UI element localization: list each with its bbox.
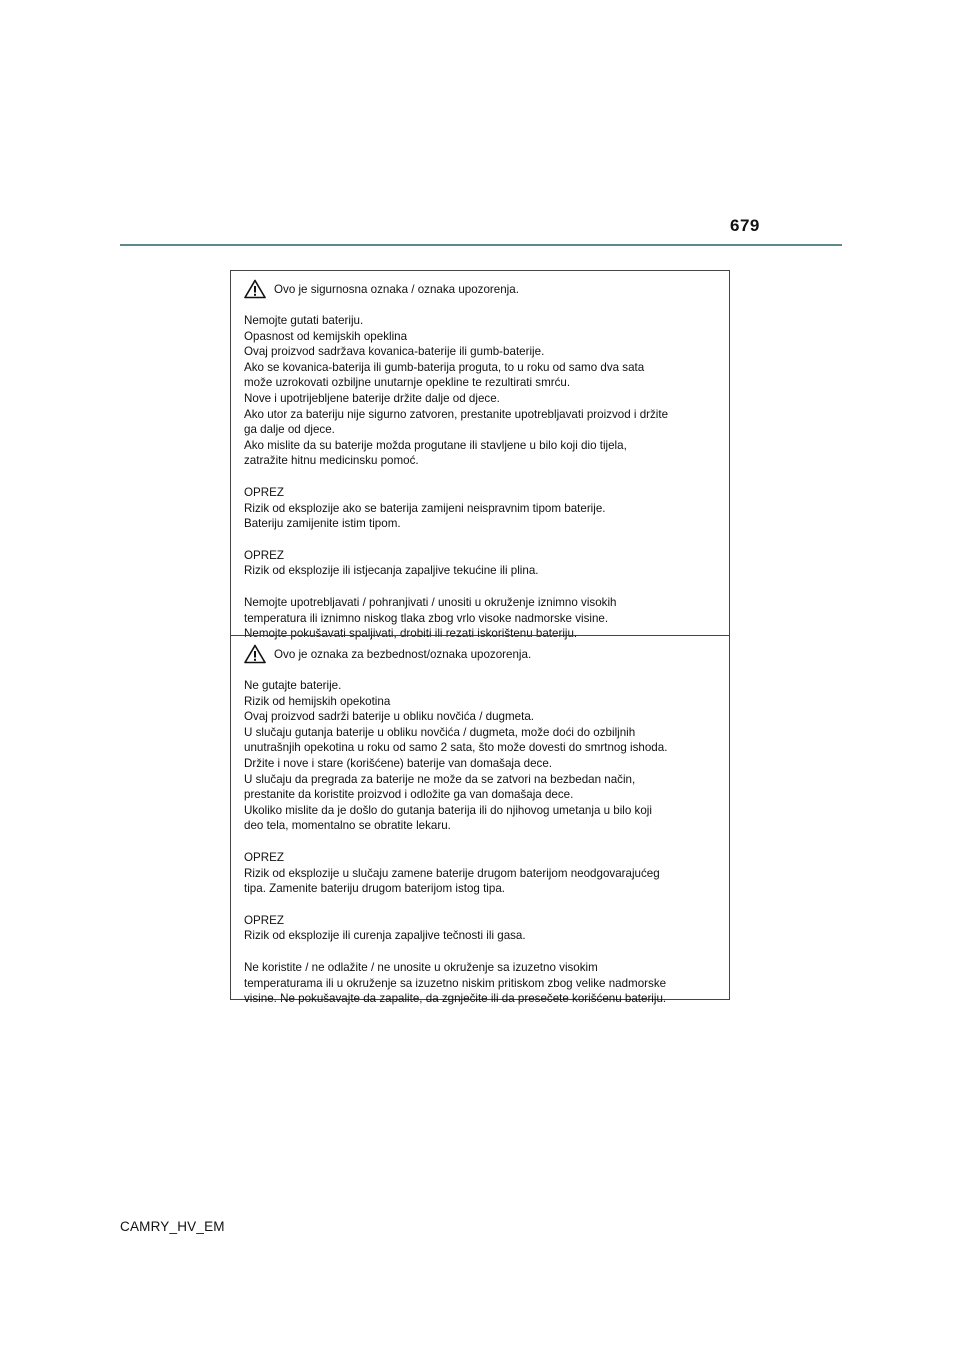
label-text-line: Rizik od hemijskih opekotina	[244, 694, 391, 708]
label-text-line: Držite i nove i stare (korišćene) baterije van domašaja dece.	[244, 756, 553, 770]
label-text-line: temperatura ili iznimno niskog tlaka zbog vrlo visoke nadmorske visine.	[244, 611, 609, 625]
label-section-serbian	[231, 635, 729, 1006]
label-text-line: Rizik od eksplozije ili istjecanja zapaljive tekućine ili plina.	[244, 564, 539, 578]
label-text-line: U slučaju gutanja baterije u obliku novčića / dugmeta, može doći do ozbiljnih	[244, 725, 636, 739]
label-heading	[244, 639, 715, 669]
label-text-line: deo tela, momentalno se obratite lekaru.	[244, 819, 451, 833]
label-heading	[244, 274, 715, 304]
label-text-line: unutrašnjih opekotina u roku od samo 2 sata, što može dovesti do smrtnog ishoda.	[244, 741, 668, 755]
label-text-line: Nemojte gutati bateriju.	[244, 314, 364, 327]
label-section-croatian	[231, 271, 729, 641]
label-text-line: ga dalje od djece.	[244, 423, 335, 437]
label-text-line: U slučaju da pregrada za baterije ne može da se zatvori na bezbedan način,	[244, 772, 636, 786]
label-text-line: temperaturama ili u okruženje sa izuzetno niskim pritiskom zbog velike nadmorske	[244, 976, 667, 990]
label-text-line: visine. Ne pokušavajte da zapalite, da zgnječite ili da presečete korišćenu bateriju.	[244, 992, 667, 1006]
label-text-line: Ako utor za bateriju nije sigurno zatvoren, prestanite upotrebljavati proizvod i držite	[244, 407, 669, 421]
footer-code: CAMRY_HV_EM	[120, 1219, 225, 1234]
label-heading-text: Ovo je oznaka za bezbednost/oznaka upozorenja.	[274, 647, 532, 661]
warning-triangle-icon	[244, 644, 266, 664]
label-text-line: prestanite da koristite proizvod i odložite ga van domašaja dece.	[244, 788, 574, 802]
label-text-line: Opasnost od kemijskih opeklina	[244, 329, 408, 343]
label-text-line: OPREZ	[244, 850, 284, 864]
label-text-line: Ukoliko mislite da je došlo do gutanja baterija ili do njihovog umetanja u bilo koji	[244, 803, 652, 817]
header-rule	[120, 244, 842, 246]
page-number: 679	[730, 216, 760, 235]
label-text-line: Ovaj proizvod sadrži baterije u obliku novčića / dugmeta.	[244, 710, 534, 724]
label-text-line: Bateriju zamijenite istim tipom.	[244, 517, 401, 531]
label-text-line: Ovaj proizvod sadržava kovanica-baterije ili gumb-baterije.	[244, 345, 545, 359]
label-text-line: Ako mislite da su baterije možda progutane ili stavljene u bilo koji dio tijela,	[244, 438, 627, 452]
label-text-line: zatražite hitnu medicinsku pomoć.	[244, 454, 419, 468]
label-text-line: Rizik od eksplozije ako se baterija zamijeni neispravnim tipom baterije.	[244, 501, 606, 515]
label-text-line: Ne gutajte baterije.	[244, 679, 342, 692]
warning-triangle-icon	[244, 279, 266, 299]
label-text-line: Rizik od eksplozije ili curenja zapaljive tečnosti ili gasa.	[244, 929, 526, 943]
label-heading-text: Ovo je sigurnosna oznaka / oznaka upozorenja.	[274, 282, 519, 296]
warning-label-box	[230, 270, 730, 1006]
label-text-line: OPREZ	[244, 485, 284, 499]
label-text-line: Rizik od eksplozije u slučaju zamene baterije drugom baterijom neodgovarajućeg	[244, 866, 660, 880]
label-text-line: Nemojte upotrebljavati / pohranjivati / unositi u okruženje iznimno visokih	[244, 595, 617, 609]
label-text-line: tipa. Zamenite bateriju drugom baterijom istog tipa.	[244, 882, 505, 896]
label-text-line: Nove i upotrijebljene baterije držite dalje od djece.	[244, 391, 500, 405]
label-text-line: OPREZ	[244, 913, 284, 927]
label-text-line: može uzrokovati ozbiljne unutarnje opekline te rezultirati smrću.	[244, 376, 571, 390]
label-text-line: Ako se kovanica-baterija ili gumb-baterija proguta, to u roku od samo dva sata	[244, 360, 645, 374]
label-text-line: OPREZ	[244, 548, 284, 562]
label-text-line: Ne koristite / ne odlažite / ne unosite u okruženje sa izuzetno visokim	[244, 960, 598, 974]
label-text-line: Nemojte pokušavati spaljivati, drobiti ili rezati iskorištenu bateriju.	[244, 627, 578, 641]
